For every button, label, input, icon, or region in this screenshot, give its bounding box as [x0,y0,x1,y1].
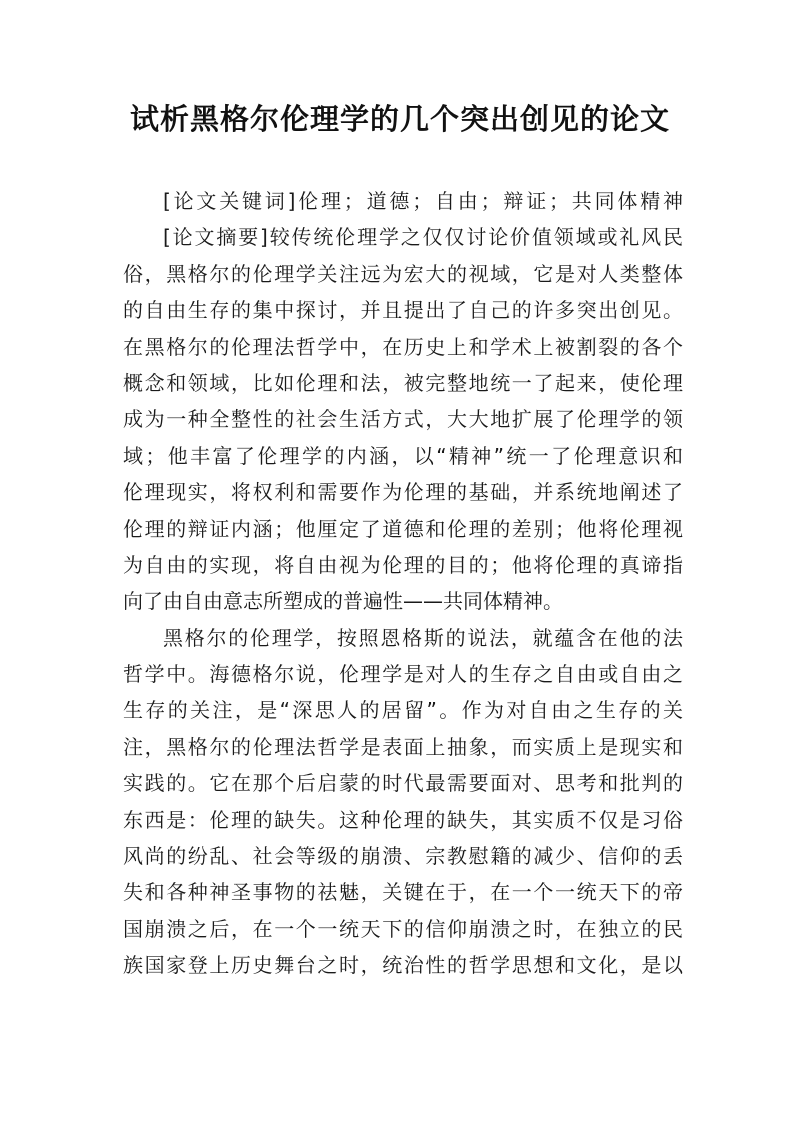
text-line: 伦理现实，将权利和需要作为伦理的基础，并系统地阐述了 [123,480,683,505]
text-line: 哲学中。海德格尔说，伦理学是对人的生存之自由或自由之 [123,662,683,687]
text-line: 国崩溃之后，在一个一统天下的信仰崩溃之时，在独立的民 [123,916,683,941]
paragraph-start-line: 黑格尔的伦理学，按照恩格斯的说法，就蕴含在他的法 [163,625,683,650]
abstract-line: [论文摘要]较传统伦理学之仅仅讨论价值领域或礼风民 [163,225,683,250]
text-line: 实践的。它在那个后启蒙的时代最需要面对、思考和批判的 [123,771,683,796]
text-line: 域；他丰富了伦理学的内涵，以“精神”统一了伦理意识和 [123,443,683,468]
text-line: 注，黑格尔的伦理法哲学是表面上抽象，而实质上是现实和 [123,734,683,759]
text-line: 族国家登上历史舞台之时，统治性的哲学思想和文化，是以 [123,953,683,978]
text-line: 东西是：伦理的缺失。这种伦理的缺失，其实质不仅是习俗 [123,807,683,832]
text-line: 的自由生存的集中探讨，并且提出了自己的许多突出创见。 [123,298,683,323]
text-line: 向了由自由意志所塑成的普遍性——共同体精神。 [123,589,563,614]
text-line: 成为一种全整性的社会生活方式，大大地扩展了伦理学的领 [123,407,683,432]
text-line: 伦理的辩证内涵；他厘定了道德和伦理的差别；他将伦理视 [123,516,683,541]
text-line: 风尚的纷乱、社会等级的崩溃、宗教慰籍的减少、信仰的丢 [123,844,683,869]
text-line: 为自由的实现，将自由视为伦理的目的；他将伦理的真谛指 [123,552,683,577]
text-line: 生存的关注，是“深思人的居留”。作为对自由之生存的关 [123,698,683,723]
page-title: 试析黑格尔伦理学的几个突出创见的论文 [129,102,670,136]
document-body [123,183,683,984]
text-line: 在黑格尔的伦理法哲学中，在历史上和学术上被割裂的各个 [123,334,683,359]
keywords-line: [论文关键词]伦理；道德；自由；辩证；共同体精神 [163,189,683,213]
text-line: 概念和领域，比如伦理和法，被完整地统一了起来，使伦理 [123,370,683,395]
text-line: 失和各种神圣事物的祛魅，关键在于，在一个一统天下的帝 [123,880,683,905]
text-line: 俗，黑格尔的伦理学关注远为宏大的视域，它是对人类整体 [123,261,683,286]
